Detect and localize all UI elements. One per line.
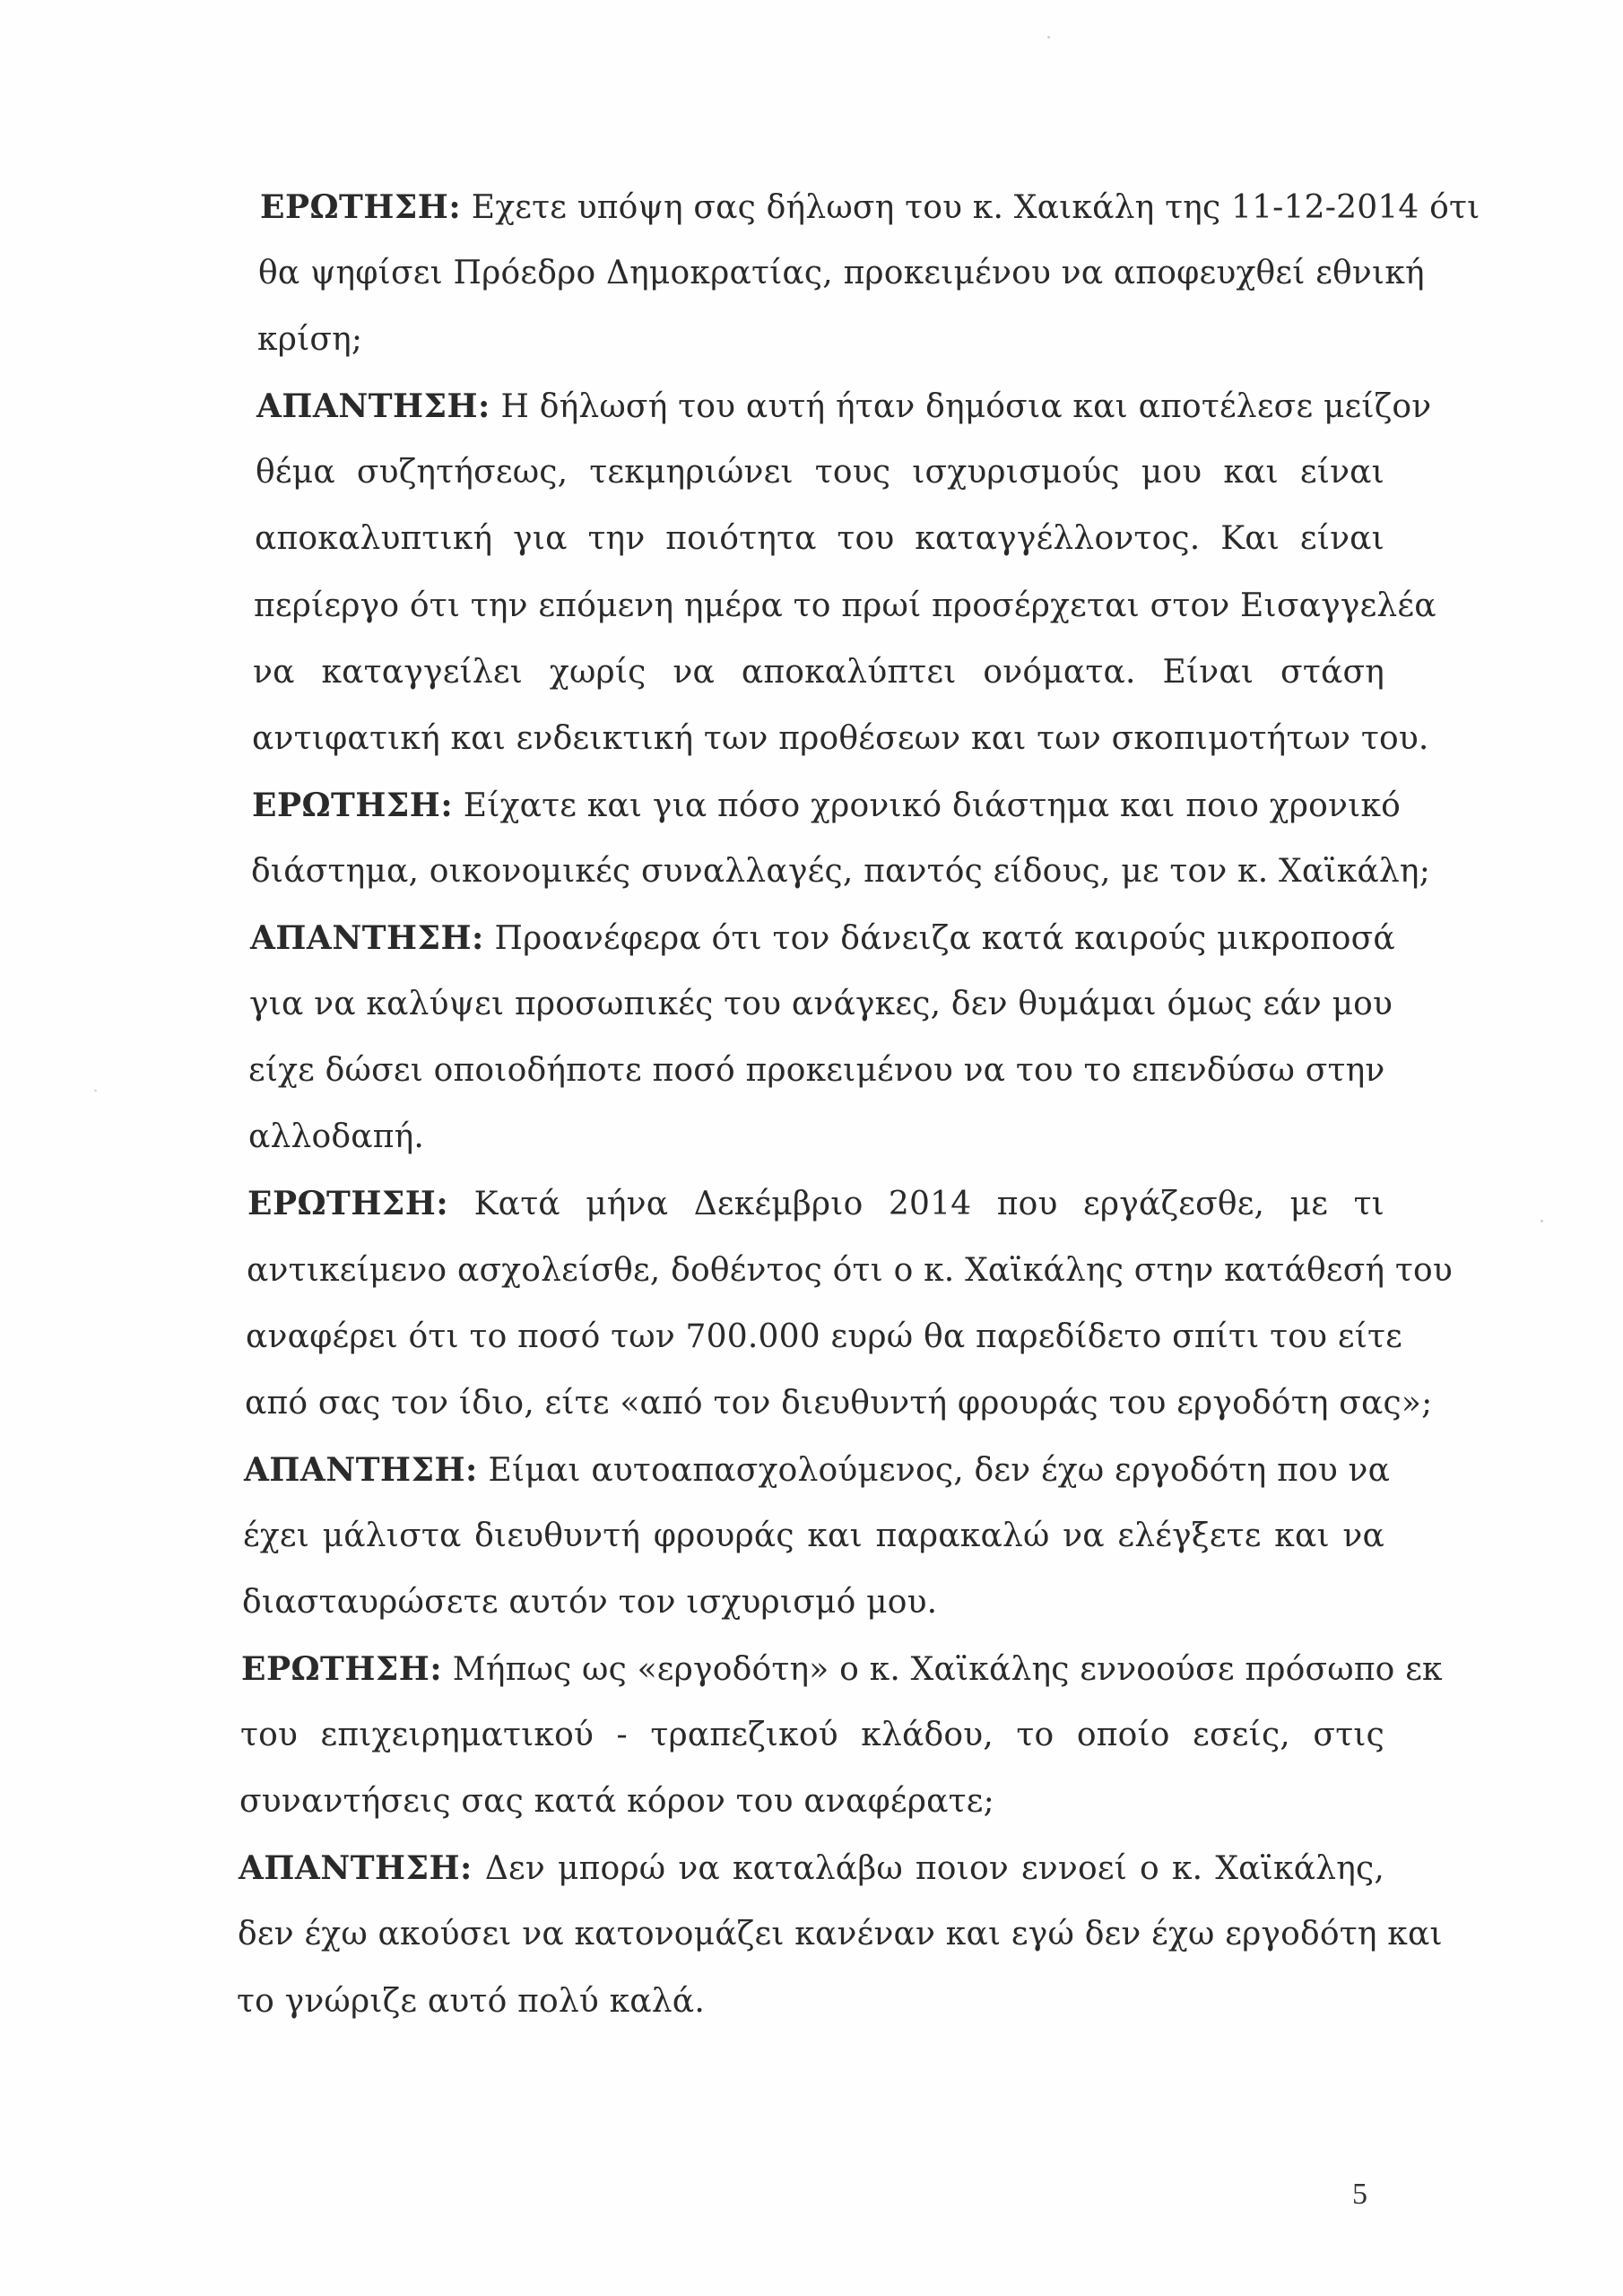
question-label: ΕΡΩΤΗΣΗ: xyxy=(241,1650,443,1689)
text-line xyxy=(244,307,1384,373)
answer-label: ΑΠΑΝΤΗΣΗ: xyxy=(250,919,484,958)
line-text: αντιφατική και ενδεικτική των προθέσεων και των σκοπιμοτήτων του. xyxy=(252,719,1429,757)
answer-label: ΑΠΑΝΤΗΣΗ: xyxy=(244,1450,478,1489)
text-line xyxy=(241,1636,1443,1702)
scan-speck xyxy=(1047,36,1050,39)
text-line xyxy=(244,1170,1384,1237)
line-text: δεν έχω ακούσει να κατονομάζει κανέναν και εγώ δεν έχω εργοδότη και xyxy=(238,1916,1443,1953)
text-line xyxy=(237,1969,1384,2035)
answer-label: ΑΠΑΝΤΗΣΗ: xyxy=(239,1849,473,1888)
text-line xyxy=(244,1370,1433,1437)
text-line xyxy=(244,439,1384,506)
text-line xyxy=(244,1238,1453,1304)
text-line xyxy=(243,1503,1384,1570)
line-text: Κατά μήνα Δεκέμβριο 2014 που εργάζεσθε, με τι xyxy=(448,1186,1384,1223)
question-label: ΕΡΩΤΗΣΗ: xyxy=(260,188,462,226)
answer-label: ΑΠΑΝΤΗΣΗ: xyxy=(256,387,490,426)
scan-speck xyxy=(94,1090,97,1091)
scan-speck xyxy=(1541,1220,1543,1222)
text-line xyxy=(244,971,1393,1038)
text-line xyxy=(238,1901,1443,1968)
text-line xyxy=(244,1437,1391,1503)
question-label: ΕΡΩΤΗΣΗ: xyxy=(252,786,454,824)
text-line xyxy=(244,905,1395,971)
line-text: από σας τον ίδιο, είτε «από τον διευθυντή φρουράς του εργοδότη σας»; xyxy=(245,1384,1433,1422)
text-line xyxy=(244,839,1431,905)
line-text: θέμα συζητήσεως, τεκμηριώνει τους ισχυρισμούς μου και είναι xyxy=(256,454,1384,491)
text-line xyxy=(244,1304,1402,1370)
text-line xyxy=(244,506,1384,572)
text-line xyxy=(244,240,1425,307)
line-text: του επιχειρηματικού - τραπεζικού κλάδου, το οποίο εσείς, στις xyxy=(240,1717,1384,1754)
line-text: Είμαι αυτοαπασχολούμενος, δεν έχω εργοδότη που να xyxy=(477,1451,1391,1489)
line-text: θα ψηφίσει Πρόεδρο Δημοκρατίας, προκειμένου να αποφευχθεί εθνική xyxy=(258,255,1425,292)
line-text: περίεργο ότι την επόμενη ημέρα το πρωί προσέρχεται στον Εισαγγελέα xyxy=(254,587,1436,624)
line-text: είχε δώσει οποιοδήποτε ποσό προκειμένου να του το επενδύσω στην xyxy=(248,1052,1385,1090)
line-text: έχει μάλιστα διευθυντή φρουράς και παρακαλώ να ελέγξετε και να xyxy=(243,1517,1384,1554)
line-text: διασταυρώσετε αυτόν τον ισχυρισμό μου. xyxy=(242,1583,938,1621)
text-line xyxy=(239,1835,1384,1901)
answer-paragraph xyxy=(244,905,1395,1170)
line-text: Εχετε υπόψη σας δήλωση του κ. Χαικάλη της 11-12-2014 ότι xyxy=(461,189,1480,226)
line-text: συναντήσεις σας κατά κόρον του αναφέρατε; xyxy=(239,1783,994,1821)
question-paragraph xyxy=(244,772,1431,905)
question-paragraph xyxy=(244,174,1480,373)
line-text: για να καλύψει προσωπικές του ανάγκες, δεν θυμάμαι όμως εάν μου xyxy=(249,986,1393,1023)
line-text: αλλοδαπή. xyxy=(248,1118,425,1156)
text-line xyxy=(244,373,1432,439)
text-line xyxy=(244,174,1480,240)
answer-paragraph xyxy=(242,1437,1391,1636)
text-line xyxy=(244,1104,1384,1170)
text-line xyxy=(244,573,1436,639)
question-paragraph xyxy=(244,1170,1453,1436)
question-paragraph xyxy=(239,1636,1443,1835)
line-text: Προανέφερα ότι τον δάνειζα κατά καιρούς μικροποσά xyxy=(483,920,1395,958)
text-line xyxy=(244,1038,1384,1104)
line-text: το γνώριζε αυτό πολύ καλά. xyxy=(237,1982,705,2020)
line-text: διάστημα, οικονομικές συναλλαγές, παντός είδους, με τον κ. Χαϊκάλη; xyxy=(251,852,1431,890)
answer-paragraph xyxy=(237,1835,1443,2034)
line-text: Η δήλωσή του αυτή ήταν δημόσια και αποτέλεσε μείζον xyxy=(490,388,1432,426)
question-label: ΕΡΩΤΗΣΗ: xyxy=(247,1185,449,1223)
line-text: Δεν μπορώ να καταλάβω ποιον εννοεί ο κ. Χαϊκάλης, xyxy=(472,1850,1384,1888)
line-text: Μήπως ως «εργοδότη» ο κ. Χαϊκάλης εννοούσε πρόσωπο εκ xyxy=(442,1651,1443,1689)
line-text: να καταγγείλει χωρίς να αποκαλύπτει ονόματα. Είναι στάση xyxy=(253,653,1384,691)
line-text: Είχατε και για πόσο χρονικό διάστημα και ποιο χρονικό xyxy=(453,787,1402,824)
text-line xyxy=(240,1702,1384,1769)
deposition-text xyxy=(237,174,1480,2035)
line-text: αναφέρει ότι το ποσό των 700.000 ευρώ θα παρεδίδετο σπίτι του είτε xyxy=(246,1318,1402,1355)
page-number: 5 xyxy=(1352,2178,1367,2211)
text-line xyxy=(244,706,1429,772)
text-line xyxy=(242,1570,1384,1636)
line-text: κρίση; xyxy=(257,321,363,359)
text-line xyxy=(244,772,1402,839)
line-text: αποκαλυπτική για την ποιότητα του καταγγέλλοντος. Και είναι xyxy=(255,520,1384,558)
answer-paragraph xyxy=(244,373,1436,772)
text-line xyxy=(244,639,1384,706)
text-line xyxy=(239,1769,1384,1835)
line-text: αντικείμενο ασχολείσθε, δοθέντος ότι ο κ. Χαϊκάλης στην κατάθεσή του xyxy=(247,1251,1453,1289)
